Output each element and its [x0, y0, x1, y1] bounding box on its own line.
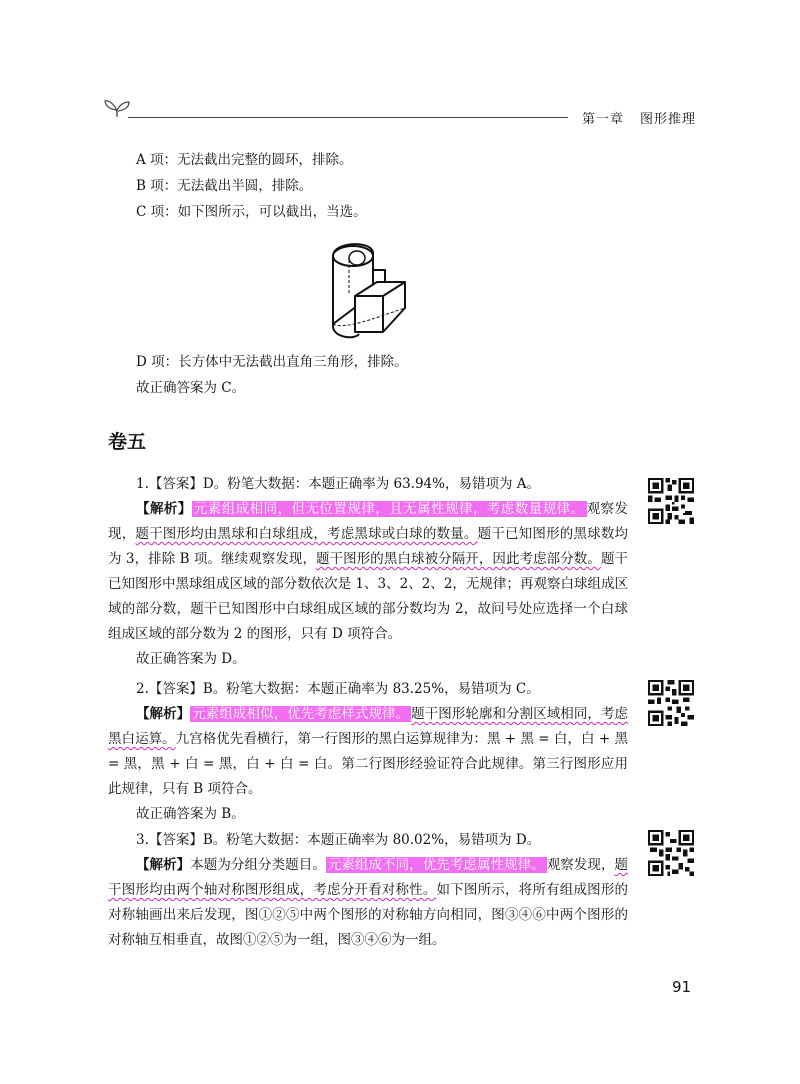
- q1-underline: 题干图形均由黑球和白球组成，考虑黑球或白球的数量。: [135, 526, 478, 542]
- q1-conclusion: 故正确答案为 D。: [136, 651, 246, 667]
- section-title: 卷五: [108, 431, 147, 453]
- qr-code-icon[interactable]: [648, 830, 694, 876]
- header-rule: [128, 117, 568, 118]
- q1-text: 现，: [108, 526, 136, 542]
- analysis-label: 【解析】: [136, 706, 191, 722]
- q1-analysis: [108, 497, 628, 647]
- qr-code-icon[interactable]: [648, 680, 694, 726]
- q1-highlight: 元素组成相同，但无位置规律，且无属性规律，考虑数量规律。: [193, 501, 585, 517]
- q1-text: 题干已知图形的黑球数均为 3，排除 B 项。继续观察发现，: [108, 526, 629, 567]
- cut-solid-figure: [325, 234, 415, 346]
- chapter-heading: [582, 108, 696, 127]
- q3-answer-line: 3.【答案】B。粉笔大数据：本题正确率为 80.02%，易错项为 D。: [136, 832, 541, 848]
- q2-conclusion: 故正确答案为 B。: [136, 806, 245, 822]
- q3-text: 本题为分组分类题目。: [190, 857, 326, 873]
- q2-text: 九宫格优先看横行，第一行图形的黑白运算规律为：黑 + 黑 = 白，白 + 黑 = 黑，黑 + 白 = 黑，白 + 白 = 白。第二行图形经验证符合此规律。第三行图形应用此规律，只有 B 项符合。: [108, 731, 628, 797]
- option-c-line: C 项：如下图所示，可以截出，当选。: [136, 204, 367, 220]
- q3-text: 如下图所示，将所有组成图形的对称轴画出来后发现，图①②⑤中两个图形的对称轴方向相同，图③④⑥中两个图形的对称轴互相垂直，故图①②⑤为一组，图③④⑥为一组。: [108, 882, 629, 948]
- conclusion-c: 故正确答案为 C。: [136, 380, 246, 396]
- option-d-line: D 项：长方体中无法截出直角三角形，排除。: [136, 354, 408, 370]
- analysis-label: 【解析】: [136, 501, 192, 517]
- q1-text: 题干已知图形中黑球组成区域的部分数依次是 1、3、2、2、2，无规律；再观察白球组成区域的部分数，题干已知图形中白球组成区域的部分数均为 2，故问号处应选择一个白球组成区域的部分数为 2 的图形，只有 D 项符合。: [108, 551, 629, 642]
- q3-analysis: [108, 853, 628, 953]
- question-1: [108, 472, 628, 672]
- q2-analysis: [108, 702, 628, 802]
- question-2: [108, 677, 628, 827]
- question-3: [108, 828, 628, 953]
- option-a-line: A 项：无法截出完整的圆环，排除。: [136, 152, 353, 168]
- q2-answer-line: 2.【答案】B。粉笔大数据：本题正确率为 83.25%，易错项为 C。: [136, 681, 540, 697]
- q1-underline: 题干图形的黑白球被分隔开，因此考虑部分数。: [316, 551, 601, 567]
- q2-underline: 题干图形轮廓和分割区域相同，考虑黑白运算。: [108, 706, 629, 747]
- leaf-icon: [104, 96, 130, 118]
- chapter-number: 第一章: [582, 112, 625, 127]
- q3-underline: 题干图形均由两个轴对称图形组成，考虑分开看对称性。: [108, 857, 629, 898]
- q2-highlight: 元素组成相似，优先考虑样式规律。: [192, 706, 410, 722]
- option-b-line: B 项：无法截出半圆，排除。: [136, 178, 313, 194]
- analysis-label: 【解析】: [136, 857, 191, 873]
- chapter-title: 图形推理: [640, 112, 697, 127]
- q1-answer-line: 1.【答案】D。粉笔大数据：本题正确率为 63.94%，易错项为 A。: [136, 476, 541, 492]
- q1-text: 观察发: [586, 501, 629, 517]
- page-number: 91: [672, 978, 692, 996]
- q3-text: 观察发现，: [546, 857, 615, 873]
- q3-highlight: 元素组成不同，优先考虑属性规律。: [327, 857, 545, 873]
- qr-code-icon[interactable]: [648, 478, 694, 524]
